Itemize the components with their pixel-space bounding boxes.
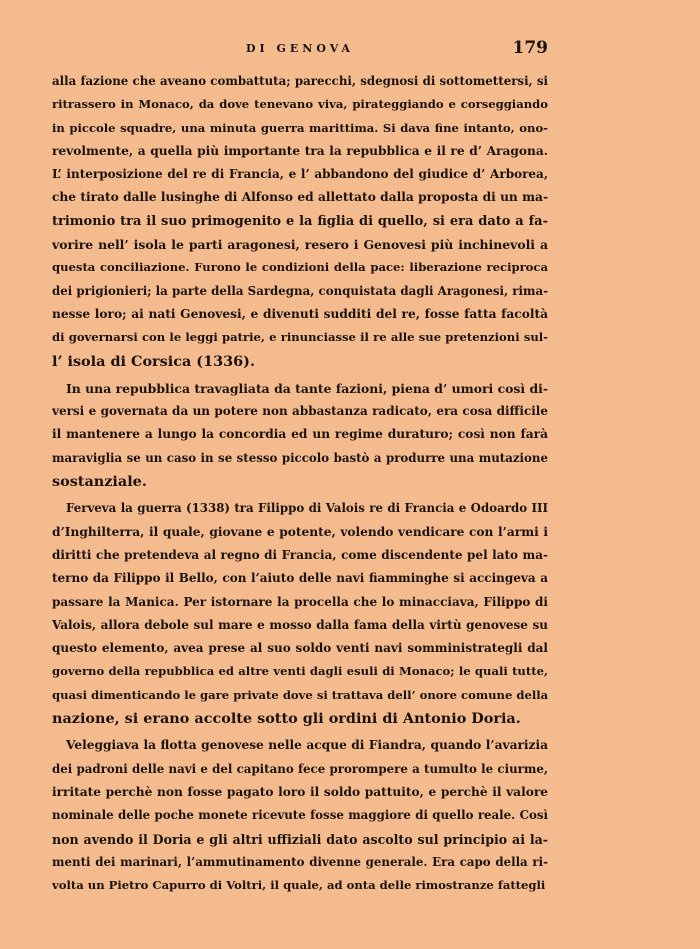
text-line: versi e governata da un potere non abbastanza radicato, era cosa difficile [52,404,548,419]
running-title: DI GENOVA [246,42,354,55]
text-line: alla fazione che aveano combattuta; parecchi, sdegnosi di sottomettersi, si [52,74,548,88]
text-line: dei padroni delle navi e del capitano fece prorompere a tumulto le ciurme, [52,761,548,776]
paragraph [52,70,548,373]
text-line: irritate perchè non fosse pagato loro il soldo pattuito, e perchè il valore [52,784,548,799]
text-line: questo elemento, avea prese al suo soldo venti navi somministrategli dal [52,641,548,656]
text-line: governo della repubblica ed altre venti dagli esuli di Monaco; le quali tutte, [52,664,548,679]
text-line: che tirato dalle lusinghe di Alfonso ed allettato dalla proposta di un ma- [52,190,548,205]
text-line: Ferveva la guerra (1338) tra Filippo di Valois re di Francia e Odoardo III [66,501,548,516]
text-line: revolmente, a quella più importante tra la repubblica e il re d’ Aragona. [52,143,548,158]
text-line: terno da Filippo il Bello, con l’aiuto delle navi fiamminghe si accingeva a [52,571,548,586]
text-line: vorire nell’ isola le parti aragonesi, resero i Genovesi più inchinevoli a [52,237,548,253]
text-line: Valois, allora debole sul mare e mosso dalla fama della virtù genovese su [52,617,548,632]
text-line: In una repubblica travagliata da tante fazioni, piena d’ umori così di- [66,380,548,396]
text-line: questa conciliazione. Furono le condizioni della pace: liberazione reciproca [52,260,548,275]
paragraph [52,497,548,730]
text-line: in piccole squadre, una minuta guerra marittima. Si dava fine intanto, ono- [52,120,548,135]
text-line: menti dei marinari, l’ammutinamento divenne generale. Era capo della ri- [52,854,548,869]
text-line: Veleggiava la flotta genovese nelle acque di Fiandra, quando l’avarizia [66,738,548,753]
page-header [52,38,548,60]
text-line: il mantenere a lungo la concordia ed un regime duraturo; così non farà [52,427,548,442]
text-line: volta un Pietro Capurro di Voltri, il quale, ad onta delle rimostranze fattegli [52,878,546,893]
body-text [52,70,548,897]
text-line: l’ isola di Corsica (1336). [52,352,255,370]
text-line: L’ interposizione del re di Francia, e l’ abbandono del giudice d’ Arborea, [52,167,548,182]
text-line: nominale delle poche monete ricevute fosse maggiore di quello reale. Così [52,808,548,823]
text-line: sostanziale. [52,473,147,491]
text-line: nesse loro; ai nati Genovesi, e divenuti sudditi del re, fosse fatta facoltà [52,306,548,321]
text-line: maraviglia se un caso in se stesso piccolo bastò a produrre una mutazione [52,450,548,465]
text-line: non avendo il Doria e gli altri uffiziali dato ascolto sul principio ai la- [52,831,548,847]
page-number: 179 [512,38,548,58]
text-line: dei prigionieri; la parte della Sardegna, conquistata dagli Aragonesi, rima- [52,283,548,298]
text-line: nazione, si erano accolte sotto gli ordini di Antonio Doria. [52,710,521,728]
text-line: passare la Manica. Per istornare la procella che lo minacciava, Filippo di [52,594,548,609]
text-line: quasi dimenticando le gare private dove si trattava dell’ onore comune della [52,687,548,702]
text-line: ritrassero in Monaco, da dove tenevano viva, pirateggiando e corseggiando [52,97,548,112]
text-line: diritti che pretendeva al regno di Francia, come discendente pel lato ma- [52,547,548,562]
paragraph [52,734,548,897]
text-line: trimonio tra il suo primogenito e la figlia di quello, si era dato a fa- [52,213,548,229]
text-line: di governarsi con le leggi patrie, e rinunciasse il re alle sue pretenzioni sul- [52,330,548,345]
paragraph [52,377,548,493]
text-line: d’Inghilterra, il quale, giovane e potente, volendo vendicare con l’armi i [52,524,548,539]
